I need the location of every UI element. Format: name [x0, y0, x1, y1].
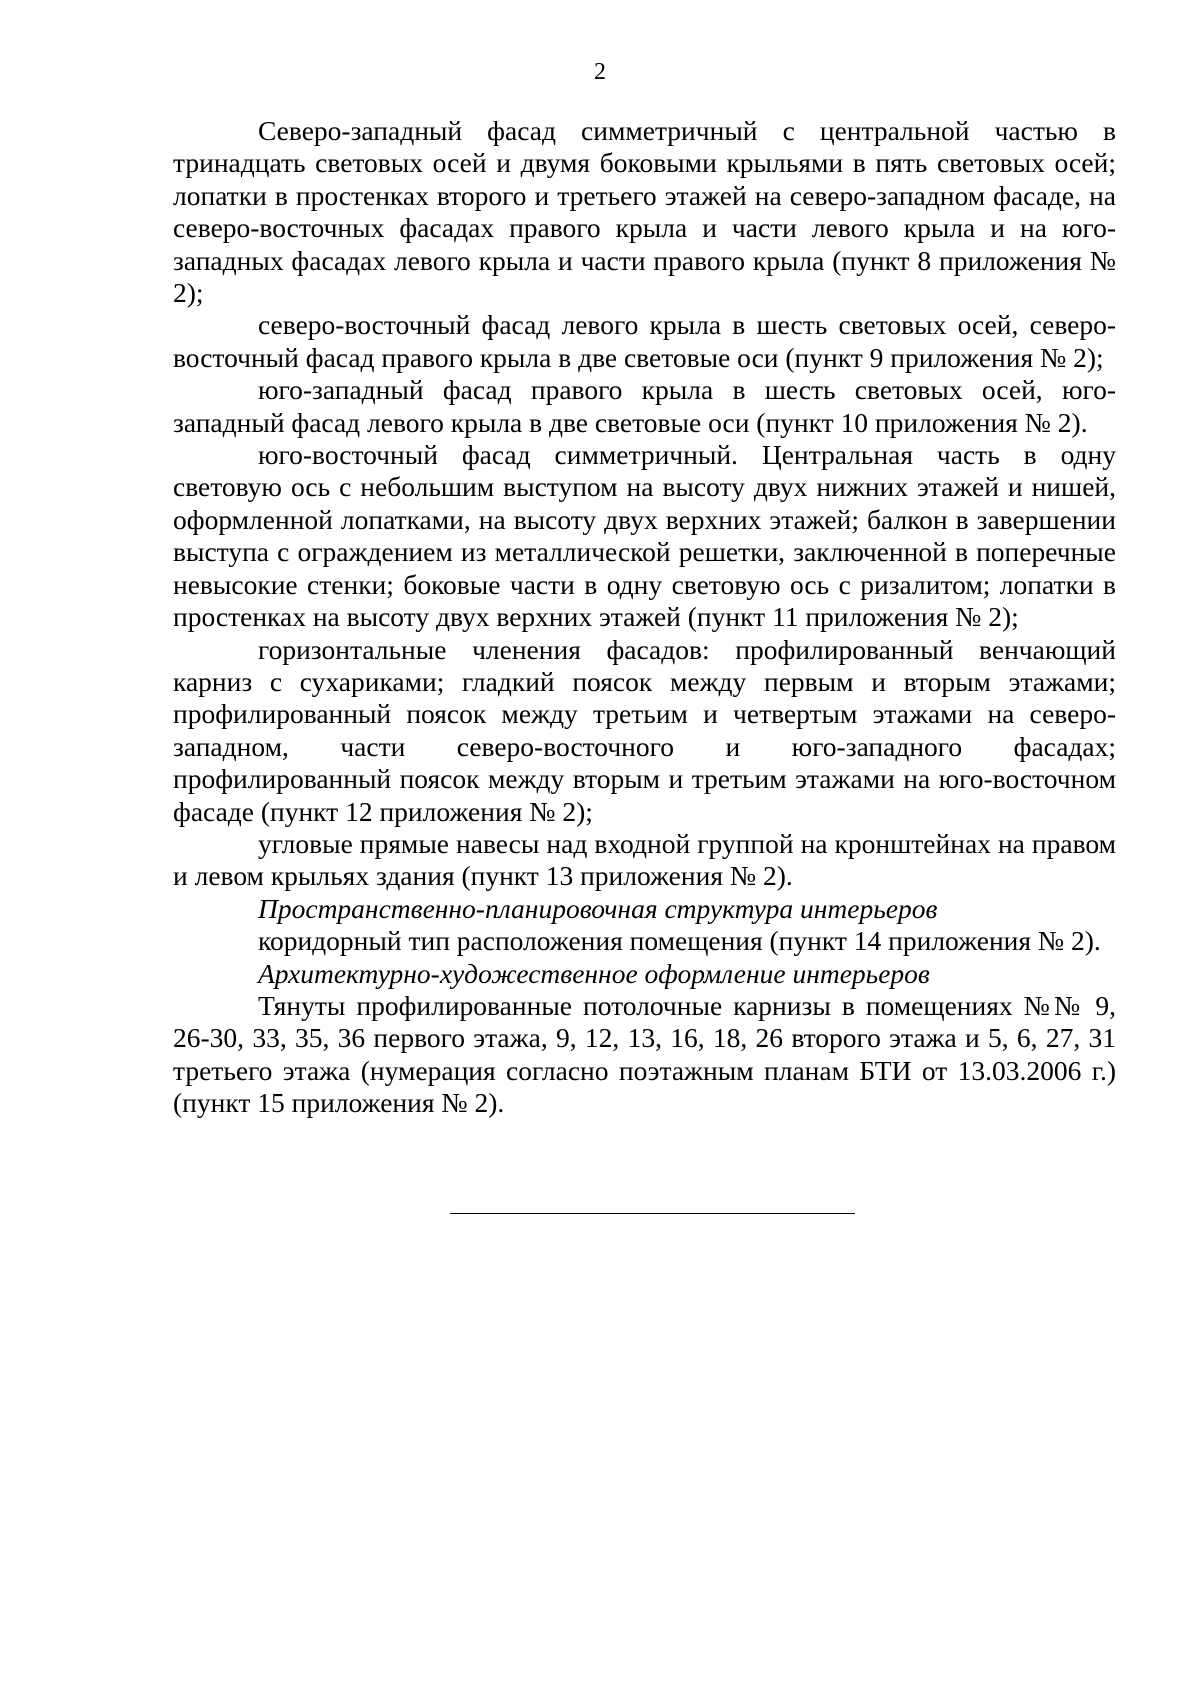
section-heading-interior-structure: Пространственно-планировочная структура интерьеров — [258, 892, 938, 924]
paragraph-northeast-facade: северо-восточный фасад левого крыла в шесть световых осей, северо-восточный фасад правого крыла в две световые оси (пункт 9 приложения № 2); — [173, 309, 1116, 373]
page-number: 2 — [594, 59, 606, 85]
paragraph-southeast-facade: юго-восточный фасад симметричный. Центральная часть в одну световую ось с небольшим выступом на высоту двух нижних этажей и нишей, оформленной лопатками, на высоту двух верхних этажей; балкон в завершении выступа с ограждением из металлической решетки, заключенной в поперечные невысокие стенки; боковые части в одну световую ось с ризалитом; лопатки в простенках на высоту двух верхних этажей (пункт 11 приложения № 2); — [173, 439, 1116, 633]
paragraph-canopies: угловые прямые навесы над входной группой на кронштейнах на правом и левом крыльях здания (пункт 13 приложения № 2). — [173, 827, 1116, 892]
section-heading-interior-decoration: Архитектурно-художественное оформление интерьеров — [258, 957, 930, 989]
closing-divider-line — [450, 1213, 855, 1214]
paragraph-horizontal-divisions: горизонтальные членения фасадов: профилированный венчающий карниз с сухариками; гладкий поясок между первым и вторым этажами; профилированный поясок между третьим и четвертым этажами на северо-западном, части северо-восточного и юго-западного фасадах; профилированный поясок между вторым и третьим этажами на юго-восточном фасаде (пункт 12 приложения № 2); — [173, 633, 1116, 827]
document-body — [173, 115, 1116, 1120]
paragraph-interior-decoration: Тянуты профилированные потолочные карнизы в помещениях №№ 9, 26-30, 33, 35, 36 первого этажа, 9, 12, 13, 16, 18, 26 второго этажа и 5, 6, 27, 31 третьего этажа (нумерация согласно поэтажным планам БТИ от 13.03.2006 г.) (пункт 15 приложения № 2). — [173, 989, 1116, 1119]
paragraph-northwest-facade: Северо-западный фасад симметричный с центральной частью в тринадцать световых осей и двумя боковыми крыльями в пять световых осей; лопатки в простенках второго и третьего этажей на северо-западном фасаде, на северо-восточных фасадах правого крыла и части левого крыла и на юго-западных фасадах левого крыла и части правого крыла (пункт 8 приложения № 2); — [173, 115, 1116, 309]
paragraph-southwest-facade: юго-западный фасад правого крыла в шесть световых осей, юго-западный фасад левого крыла в две световые оси (пункт 10 приложения № 2). — [173, 374, 1116, 438]
paragraph-interior-structure: коридорный тип расположения помещения (пункт 14 приложения № 2). — [258, 925, 1101, 957]
